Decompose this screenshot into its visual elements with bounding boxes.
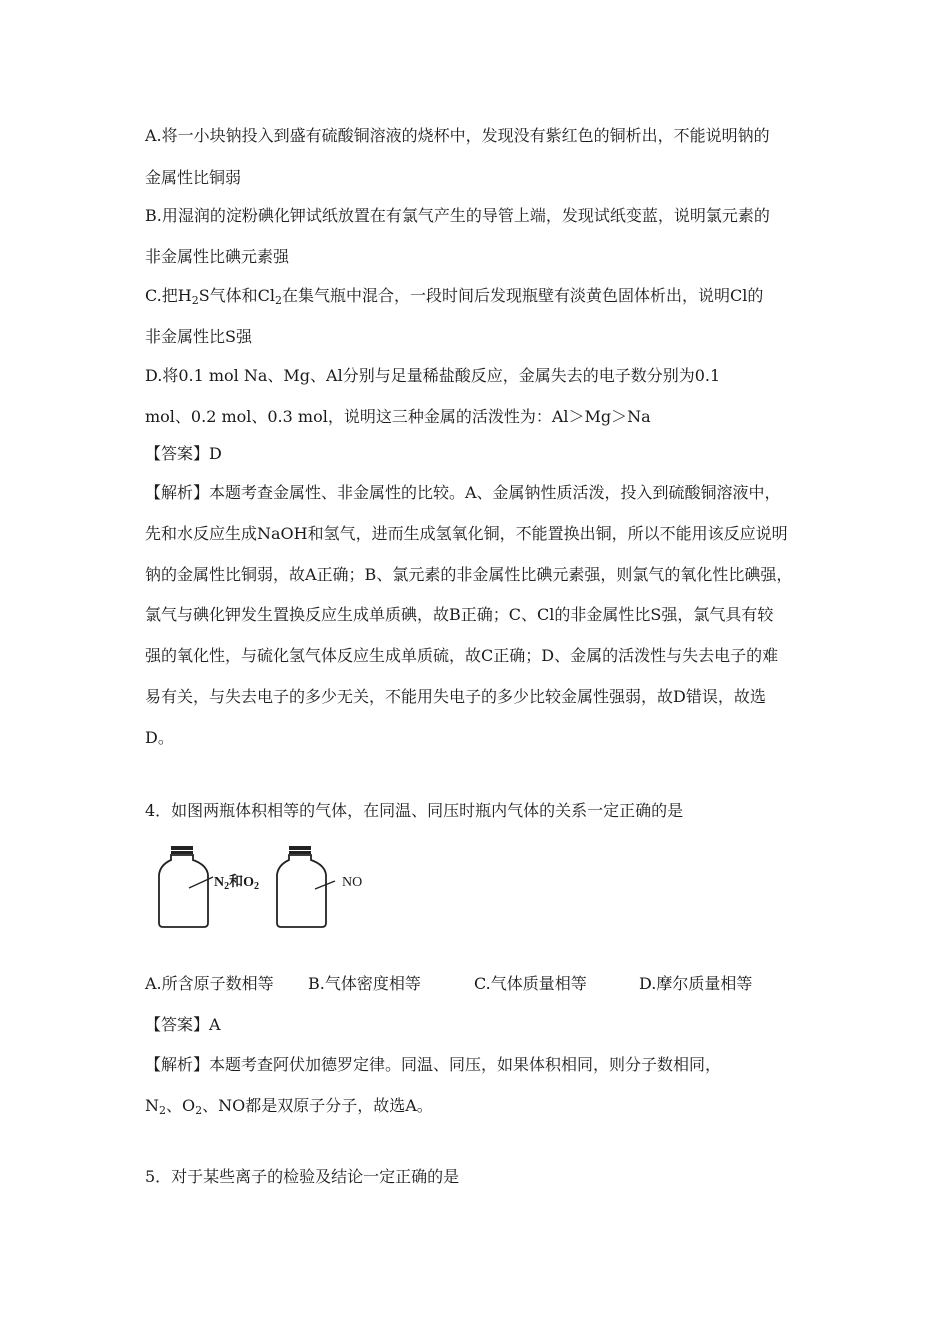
q4-stem: 4．如图两瓶体积相等的气体，在同温、同压时瓶内气体的关系一定正确的是 — [145, 801, 684, 820]
q3-option-d-line1: D.将0.1 mol Na、Mg、Al分别与足量稀盐酸反应，金属失去的电子数分别为0.1 — [145, 366, 721, 385]
bottle1-label-sub-2: 2 — [254, 881, 260, 892]
q4-expl-sub-2: 2 — [195, 1104, 203, 1117]
q3-explanation-line6: 易有关，与失去电子的多少无关，不能用失电子的多少比较金属性强弱，故D错误，故选 — [145, 687, 766, 706]
q4-option-d: D.摩尔质量相等 — [639, 974, 753, 993]
bottle2-label: NO — [342, 875, 363, 890]
q3-explanation-line7: D。 — [145, 728, 174, 747]
q4-answer: 【答案】A — [145, 1015, 221, 1034]
bottle-no — [277, 846, 335, 927]
q3-explanation-line1: 【解析】本题考查金属性、非金属性的比较。A、金属钠性质活泼，投入到硫酸铜溶液中， — [145, 483, 781, 502]
q3-explanation-line5: 强的氧化性，与硫化氢气体反应生成单质硫，故C正确；D、金属的活泼性与失去电子的难 — [145, 646, 779, 665]
q4-expl-text-3: 、NO都是双原子分子，故选A。 — [202, 1096, 433, 1115]
q3-option-b-line1: B.用湿润的淀粉碘化钾试纸放置在有氯气产生的导管上端，发现试纸变蓝，说明氯元素的 — [145, 206, 770, 225]
q3-option-b-line2: 非金属性比碘元素强 — [145, 247, 290, 266]
q3-option-c-text-2: S气体和Cl — [198, 286, 276, 305]
q5-stem: 5．对于某些离子的检验及结论一定正确的是 — [145, 1167, 460, 1186]
bottle1-cap-stripe-2 — [171, 851, 193, 854]
q4-expl-sub-1: 2 — [159, 1104, 166, 1117]
bottle2-cap-stripe-1 — [289, 846, 311, 850]
bottle-n2-o2 — [159, 846, 213, 927]
q3-option-c-text-3: 在集气瓶中混合，一段时间后发现瓶壁有淡黄色固体析出，说明Cl的 — [282, 286, 764, 305]
bottle1-pointer — [189, 877, 213, 888]
bottle1-label-sub-1: 2 — [224, 881, 230, 892]
bottle2-cap-stripe-2 — [289, 851, 311, 854]
q3-explanation-line2: 先和水反应生成NaOH和氢气，进而生成氢氧化铜，不能置换出铜，所以不能用该反应说明 — [145, 524, 788, 543]
q4-option-a: A.所含原子数相等 — [145, 974, 274, 993]
bottle1-body — [159, 855, 208, 927]
q4-expl-text-2: 、O — [166, 1096, 196, 1115]
q4-gas-bottles-figure — [155, 843, 385, 935]
q4-explanation-line2 — [145, 1094, 433, 1118]
q4-explanation-line1: 【解析】本题考查阿伏加德罗定律。同温、同压，如果体积相同，则分子数相同， — [145, 1055, 722, 1074]
q3-explanation-line4: 氯气与碘化钾发生置换反应生成单质碘，故B正确；C、Cl的非金属性比S强，氯气具有较 — [145, 605, 774, 624]
q3-option-d-line2: mol、0.2 mol、0.3 mol，说明这三种金属的活泼性为：Al＞Mg＞Na — [145, 407, 651, 426]
q4-expl-text-1: N — [145, 1096, 159, 1115]
bottle1-label-text-2: 和O — [229, 875, 255, 890]
q3-option-c-line1 — [145, 284, 763, 308]
q3-option-a-line1: A.将一小块钠投入到盛有硫酸铜溶液的烧杯中，发现没有紫红色的铜析出，不能说明钠的 — [145, 126, 770, 145]
bottle1-cap-stripe-1 — [171, 846, 193, 850]
q3-option-c-text-1: C.把H — [145, 286, 192, 305]
q4-option-b: B.气体密度相等 — [308, 974, 421, 993]
bottle2-pointer — [315, 881, 335, 889]
q3-answer: 【答案】D — [145, 444, 222, 463]
q3-option-a-line2: 金属性比铜弱 — [145, 168, 242, 187]
bottle1-label — [214, 871, 259, 891]
bottle2-body — [277, 855, 326, 927]
bottle1-label-text-1: N — [214, 875, 225, 890]
q3-option-c-line2: 非金属性比S强 — [145, 327, 252, 346]
q3-option-c-sub-1: 2 — [191, 294, 199, 307]
q4-option-c: C.气体质量相等 — [474, 974, 587, 993]
q3-explanation-line3: 钠的金属性比铜弱，故A正确；B、氯元素的非金属性比碘元素强，则氯气的氧化性比碘强， — [145, 565, 793, 584]
q3-option-c-sub-2: 2 — [275, 294, 283, 307]
